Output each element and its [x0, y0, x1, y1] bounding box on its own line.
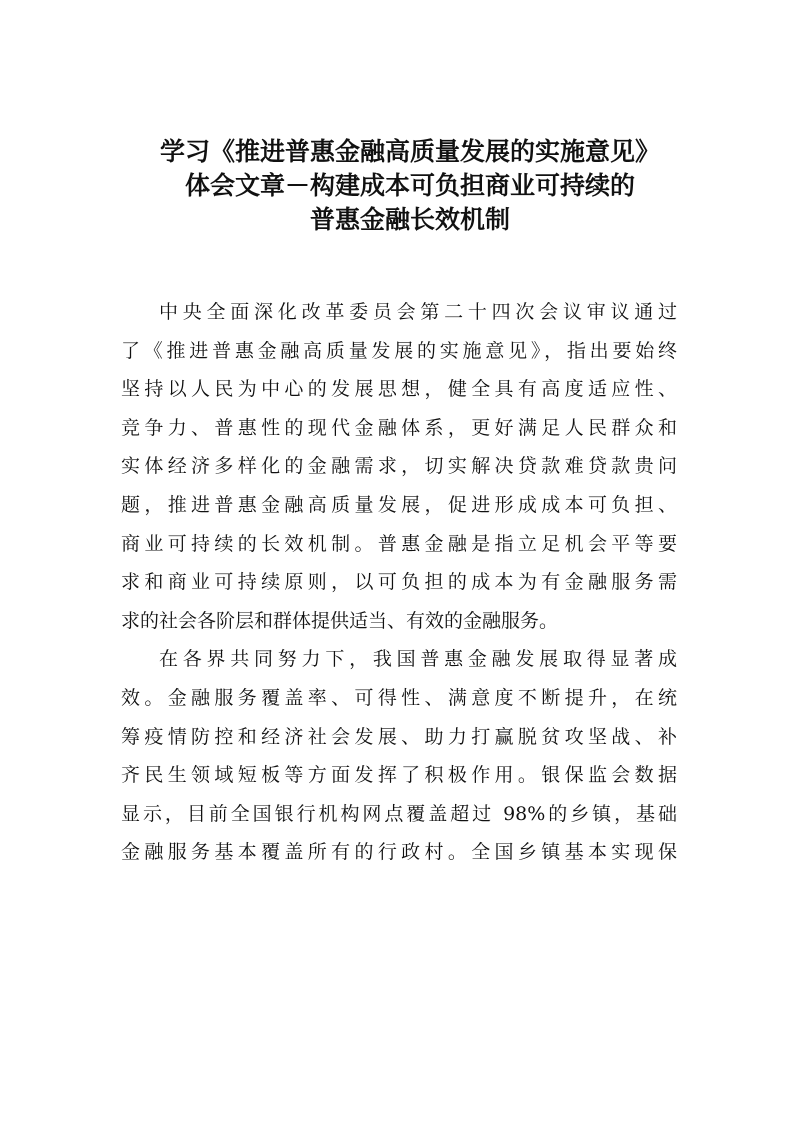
text-line: 题，推进普惠金融高质量发展，促进形成成本可负担、: [121, 493, 677, 516]
text-line: 中央全面深化改革委员会第二十四次会议审议通过: [159, 301, 677, 323]
text-line: 求的社会各阶层和群体提供适当、有效的金融服务。: [121, 609, 559, 632]
paragraph-2: [121, 640, 677, 872]
text-line: 效。金融服务覆盖率、可得性、满意度不断提升，在统: [121, 686, 677, 709]
text-line: 竞争力、普惠性的现代金融体系，更好满足人民群众和: [121, 416, 677, 439]
text-line: 金融服务基本覆盖所有的行政村。全国乡镇基本实现保: [121, 841, 677, 864]
text-line: 显示，目前全国银行机构网点覆盖超过 98%的乡镇，基础: [121, 802, 677, 825]
text-line: 齐民生领域短板等方面发挥了积极作用。银保监会数据: [121, 764, 677, 787]
text-line: 坚持以人民为中心的发展思想，健全具有高度适应性、: [121, 378, 677, 401]
text-line: 在各界共同努力下，我国普惠金融发展取得显著成: [159, 648, 677, 671]
text-line: 筹疫情防控和经济社会发展、助力打赢脱贫攻坚战、补: [121, 725, 677, 748]
title-line: 体会文章－构建成本可负担商业可持续的: [184, 171, 635, 200]
text-line: 求和商业可持续原则，以可负担的成本为有金融服务需: [121, 571, 677, 594]
text-line: 商业可持续的长效机制。普惠金融是指立足机会平等要: [121, 532, 677, 555]
paragraph-1: [121, 293, 677, 640]
text-line: 实体经济多样化的金融需求，切实解决贷款难贷款贵问: [121, 455, 677, 478]
title-line: 学习《推进普惠金融高质量发展的实施意见》: [159, 137, 660, 166]
title-line: 普惠金融长效机制: [309, 205, 510, 234]
document-title: [100, 135, 720, 237]
text-line: 了《推进普惠金融高质量发展的实施意见》，指出要始终: [121, 339, 677, 362]
document-body: [121, 293, 677, 872]
